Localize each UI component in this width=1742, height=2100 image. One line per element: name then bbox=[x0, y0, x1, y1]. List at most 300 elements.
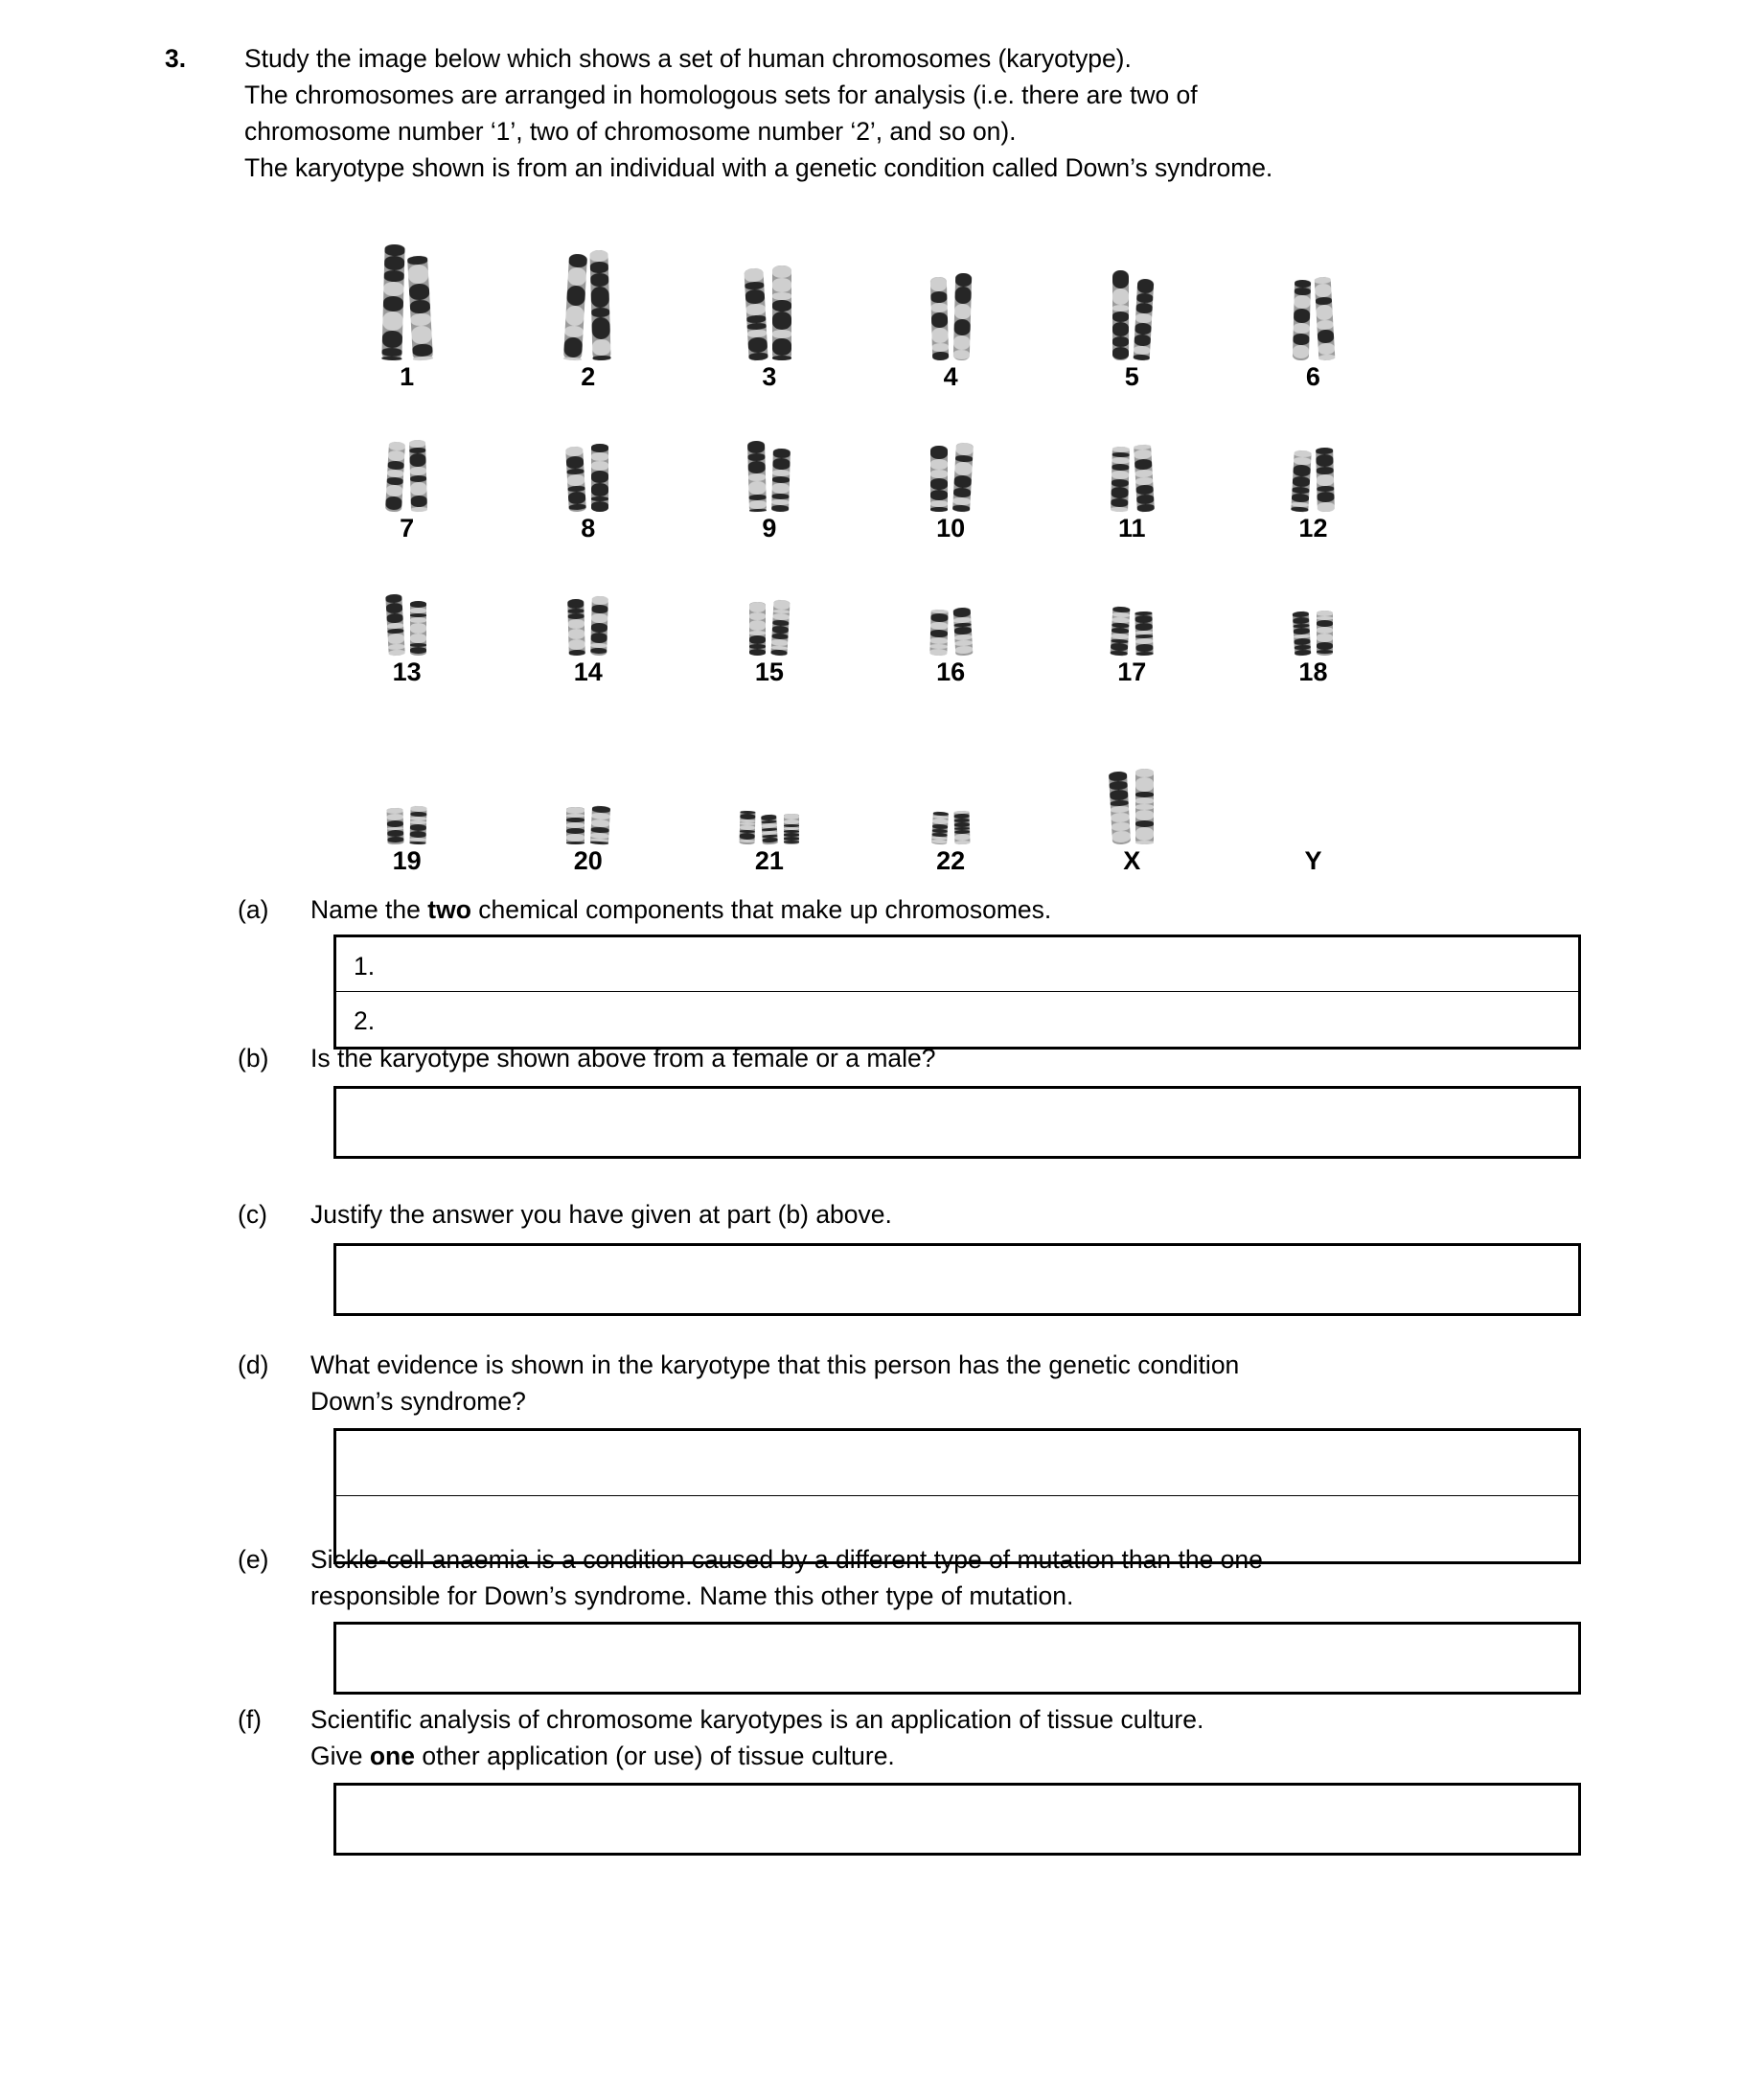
karyotype-row bbox=[316, 698, 1404, 875]
karyotype-pair-Y bbox=[1223, 844, 1404, 875]
chromosome-band bbox=[1135, 484, 1154, 495]
chromosome-band bbox=[1112, 305, 1129, 312]
chromosome-label-2: 2 bbox=[581, 362, 596, 391]
chromosome-band bbox=[408, 264, 429, 284]
part-text-d bbox=[310, 1347, 1675, 1419]
chromosome-band bbox=[1135, 652, 1153, 657]
chromosome-band bbox=[1293, 345, 1309, 358]
chromosome-band bbox=[591, 633, 607, 643]
chromosome-band bbox=[591, 623, 607, 633]
chromosome-band bbox=[1135, 820, 1154, 827]
chromosome-label-7: 7 bbox=[400, 514, 415, 542]
chromosome-group bbox=[566, 250, 609, 360]
chromosome-group bbox=[740, 811, 799, 844]
chromosome bbox=[952, 443, 974, 513]
karyotype-pair-18 bbox=[1223, 611, 1404, 686]
chromosome-band bbox=[1112, 288, 1129, 305]
chromosome-band bbox=[384, 244, 404, 257]
chromosome-band bbox=[773, 449, 791, 458]
chromosome-band bbox=[1317, 650, 1333, 654]
chromosome-band bbox=[1135, 777, 1154, 792]
answer-box-f[interactable] bbox=[333, 1783, 1581, 1856]
chromosome-band bbox=[1112, 830, 1131, 842]
chromosome-group bbox=[749, 600, 789, 656]
chromosome-band bbox=[569, 639, 585, 650]
chromosome bbox=[1110, 607, 1130, 657]
chromosome-group bbox=[1293, 448, 1334, 512]
chromosome-group bbox=[748, 441, 790, 512]
chromosome-band bbox=[930, 459, 948, 470]
chromosome bbox=[761, 815, 778, 845]
chromosome-band bbox=[930, 291, 947, 303]
chromosome-band bbox=[1317, 620, 1333, 627]
answer-box-a[interactable] bbox=[333, 935, 1581, 1050]
chromosome-band bbox=[591, 613, 607, 623]
chromosome-band bbox=[772, 505, 790, 512]
chromosome-band bbox=[749, 612, 766, 620]
chromosome-band bbox=[411, 496, 427, 507]
part-text-line bbox=[310, 1701, 1675, 1738]
answer-field[interactable] bbox=[336, 1089, 1578, 1156]
chromosome-band bbox=[566, 842, 584, 844]
chromosome-band bbox=[410, 842, 426, 844]
chromosome-band bbox=[749, 620, 766, 631]
chromosome-band bbox=[1133, 354, 1149, 360]
chromosome-band bbox=[1293, 465, 1311, 477]
chromosome-band bbox=[410, 482, 426, 496]
chromosome-band bbox=[1109, 772, 1128, 782]
chromosome-group bbox=[383, 244, 430, 360]
chromosome-group bbox=[932, 811, 970, 844]
chromosome-band bbox=[384, 256, 404, 271]
chromosome-band bbox=[593, 356, 611, 361]
chromosome-band bbox=[772, 265, 791, 278]
chromosome bbox=[563, 254, 587, 361]
chromosome-band bbox=[1111, 498, 1128, 507]
chromosome-band bbox=[410, 299, 431, 313]
chromosome bbox=[1111, 447, 1130, 512]
chromosome-band bbox=[1295, 280, 1311, 288]
body-text: Give bbox=[310, 1742, 370, 1770]
chromosome-band bbox=[772, 338, 791, 356]
answer-box-c[interactable] bbox=[333, 1243, 1581, 1316]
answer-field[interactable] bbox=[336, 1246, 1578, 1313]
chromosome-band bbox=[592, 339, 610, 357]
part-text-line bbox=[310, 1347, 1675, 1383]
chromosome-band bbox=[1112, 347, 1129, 359]
chromosome-band bbox=[1136, 503, 1154, 512]
karyotype-pair-7 bbox=[316, 440, 497, 542]
chromosome bbox=[591, 444, 608, 512]
question-block bbox=[165, 40, 1602, 186]
chromosome-band bbox=[411, 325, 432, 344]
chromosome-band bbox=[954, 841, 970, 844]
karyotype-pair-6 bbox=[1223, 277, 1404, 391]
chromosome-band bbox=[772, 300, 791, 312]
chromosome bbox=[772, 449, 791, 512]
chromosome-band bbox=[388, 461, 404, 471]
chromosome-band bbox=[1317, 467, 1334, 474]
chromosome-band bbox=[749, 352, 768, 360]
chromosome-band bbox=[1295, 288, 1311, 295]
chromosome-group bbox=[387, 440, 426, 512]
question-intro-line: The karyotype shown is from an individual with a genetic condition called Down’s syndrome. bbox=[244, 153, 1273, 182]
chromosome-band bbox=[930, 622, 948, 630]
chromosome-band bbox=[1112, 270, 1129, 288]
chromosome-band bbox=[748, 461, 766, 473]
chromosome-label-11: 11 bbox=[1118, 514, 1146, 542]
chromosome-group bbox=[387, 594, 426, 656]
chromosome-band bbox=[931, 328, 948, 343]
chromosome-band bbox=[409, 283, 430, 300]
chromosome-band bbox=[953, 319, 970, 335]
chromosome-band bbox=[413, 356, 433, 360]
chromosome-band bbox=[591, 287, 610, 309]
chromosome-band bbox=[1112, 471, 1129, 479]
chromosome-band bbox=[954, 287, 971, 304]
chromosome-band bbox=[1318, 354, 1335, 360]
karyotype-pair-15 bbox=[678, 600, 860, 686]
chromosome-band bbox=[772, 312, 791, 330]
answer-field-number: 2. bbox=[354, 1006, 376, 1035]
chromosome-group bbox=[568, 596, 607, 656]
chromosome bbox=[1135, 769, 1154, 844]
chromosome-band bbox=[931, 343, 948, 352]
chromosome-band bbox=[1292, 493, 1309, 502]
chromosome-band bbox=[385, 496, 402, 510]
chromosome-label-Y: Y bbox=[1304, 846, 1322, 875]
chromosome-band bbox=[772, 483, 790, 494]
chromosome-band bbox=[566, 807, 584, 814]
chromosome bbox=[930, 446, 948, 512]
karyotype-pair-14 bbox=[497, 596, 678, 686]
chromosome-band bbox=[749, 500, 767, 509]
chromosome-band bbox=[1135, 644, 1153, 652]
body-text: Name the bbox=[310, 895, 428, 924]
chromosome bbox=[1293, 280, 1311, 360]
chromosome-band bbox=[1317, 474, 1334, 486]
chromosome bbox=[952, 273, 972, 360]
chromosome-band bbox=[591, 444, 608, 452]
chromosome-band bbox=[746, 303, 767, 315]
chromosome-band bbox=[387, 837, 403, 842]
chromosome-group bbox=[387, 806, 426, 844]
chromosome-band bbox=[590, 273, 608, 288]
chromosome-band bbox=[930, 478, 948, 490]
part-text-a bbox=[310, 891, 1675, 928]
chromosome bbox=[1135, 612, 1153, 656]
chromosome-group bbox=[1111, 769, 1154, 844]
chromosome-group bbox=[1112, 607, 1153, 656]
chromosome-band bbox=[1295, 649, 1311, 656]
chromosome-group bbox=[1112, 445, 1153, 512]
chromosome-band bbox=[590, 648, 607, 654]
chromosome-label-18: 18 bbox=[1298, 658, 1328, 686]
chromosome-band bbox=[411, 507, 427, 512]
chromosome-band bbox=[566, 456, 584, 470]
chromosome-band bbox=[591, 483, 608, 496]
chromosome bbox=[409, 440, 427, 512]
chromosome-band bbox=[565, 447, 584, 457]
chromosome bbox=[410, 601, 426, 656]
chromosome bbox=[1316, 448, 1335, 512]
body-text: other application (or use) of tissue culture. bbox=[414, 1742, 895, 1770]
chromosome-band bbox=[381, 357, 401, 361]
chromosome-group bbox=[1294, 611, 1333, 656]
chromosome-band bbox=[409, 453, 425, 467]
question-part-a bbox=[238, 891, 1675, 928]
chromosome-band bbox=[930, 312, 947, 328]
chromosome-band bbox=[1111, 812, 1130, 822]
chromosome bbox=[1112, 270, 1129, 360]
chromosome-band bbox=[591, 471, 608, 483]
chromosome-label-21: 21 bbox=[754, 846, 784, 875]
part-text-e bbox=[310, 1541, 1675, 1614]
chromosome-band bbox=[563, 357, 582, 360]
chromosome-band bbox=[1136, 494, 1155, 504]
chromosome bbox=[590, 806, 610, 845]
body-text: responsible for Down’s syndrome. Name this other type of mutation. bbox=[310, 1581, 1074, 1610]
chromosome-band bbox=[739, 840, 754, 842]
karyotype-pair-12 bbox=[1223, 448, 1404, 542]
question-intro-line: Study the image below which shows a set of human chromosomes (karyotype). bbox=[244, 44, 1132, 73]
chromosome-band bbox=[592, 596, 608, 605]
chromosome-band bbox=[565, 325, 584, 337]
chromosome-band bbox=[955, 443, 974, 456]
answer-box-b[interactable] bbox=[333, 1086, 1581, 1159]
chromosome bbox=[745, 268, 768, 361]
chromosome-band bbox=[772, 278, 791, 292]
chromosome bbox=[590, 250, 611, 360]
answer-field[interactable] bbox=[336, 1625, 1578, 1692]
answer-field[interactable] bbox=[336, 1431, 1578, 1496]
chromosome-band bbox=[590, 262, 608, 274]
chromosome-label-15: 15 bbox=[754, 658, 784, 686]
body-text: Justify the answer you have given at part (b) above. bbox=[310, 1200, 892, 1229]
chromosome-band bbox=[566, 286, 585, 307]
chromosome-band bbox=[1294, 323, 1310, 334]
chromosome-band bbox=[929, 277, 946, 291]
chromosome-band bbox=[1135, 841, 1154, 844]
chromosome bbox=[1317, 611, 1333, 656]
chromosome-group bbox=[930, 608, 972, 656]
chromosome-band bbox=[1294, 309, 1310, 323]
chromosome-band bbox=[1135, 797, 1154, 804]
chromosome-band bbox=[772, 292, 791, 300]
chromosome-band bbox=[410, 623, 426, 634]
body-text: chemical components that make up chromosomes. bbox=[470, 895, 1052, 924]
karyotype-row bbox=[316, 552, 1404, 686]
chromosome-band bbox=[952, 504, 970, 512]
part-text-line bbox=[310, 891, 1675, 928]
chromosome-band bbox=[1135, 623, 1152, 631]
karyotype-pair-1 bbox=[316, 244, 497, 391]
chromosome bbox=[772, 265, 791, 360]
chromosome-band bbox=[1136, 293, 1154, 304]
chromosome bbox=[1133, 279, 1154, 361]
chromosome-band bbox=[569, 650, 585, 656]
chromosome-group bbox=[746, 265, 791, 360]
chromosome-band bbox=[1135, 313, 1153, 324]
chromosome-band bbox=[1134, 335, 1151, 347]
chromosome bbox=[565, 447, 586, 513]
chromosome-band bbox=[388, 450, 405, 462]
chromosome-label-9: 9 bbox=[762, 514, 777, 542]
chromosome bbox=[747, 441, 767, 512]
chromosome bbox=[385, 594, 405, 657]
chromosome-band bbox=[1111, 507, 1128, 513]
chromosome-band bbox=[1112, 336, 1129, 347]
chromosome-band bbox=[929, 630, 947, 637]
chromosome-band bbox=[567, 474, 585, 487]
chromosome-band bbox=[1112, 479, 1129, 487]
body-text: Scientific analysis of chromosome karyotypes is an application of tissue culture. bbox=[310, 1705, 1204, 1734]
chromosome-band bbox=[386, 603, 403, 614]
part-text-line bbox=[310, 1196, 1675, 1233]
chromosome-band bbox=[1134, 345, 1150, 355]
chromosome-band bbox=[388, 634, 405, 645]
chromosome bbox=[567, 599, 585, 656]
chromosome-band bbox=[748, 336, 768, 353]
chromosome bbox=[1291, 450, 1312, 513]
chromosome-label-19: 19 bbox=[392, 846, 422, 875]
chromosome-band bbox=[762, 838, 777, 843]
chromosome-band bbox=[773, 600, 791, 611]
part-letter-b: (b) bbox=[238, 1044, 269, 1073]
chromosome-band bbox=[930, 613, 948, 622]
chromosome-band bbox=[1110, 789, 1129, 800]
chromosome-band bbox=[386, 485, 403, 497]
chromosome-band bbox=[1110, 650, 1127, 656]
chromosome-band bbox=[1318, 342, 1335, 355]
chromosome-band bbox=[749, 649, 766, 656]
chromosome-band bbox=[772, 356, 791, 360]
chromosome-band bbox=[930, 500, 948, 507]
chromosome-group bbox=[567, 444, 608, 512]
chromosome-group bbox=[1294, 277, 1333, 360]
part-text-line bbox=[310, 1738, 1675, 1774]
chromosome-band bbox=[412, 343, 433, 357]
chromosome-band bbox=[929, 649, 947, 656]
chromosome-band bbox=[784, 841, 799, 843]
chromosome-band bbox=[749, 635, 766, 644]
question-intro-line: The chromosomes are arranged in homologous sets for analysis (i.e. there are two of bbox=[244, 81, 1198, 109]
karyotype-pair-3 bbox=[678, 265, 860, 391]
karyotype-pair-2 bbox=[497, 250, 678, 391]
karyotype-pair-4 bbox=[860, 273, 1042, 391]
question-part-e bbox=[238, 1541, 1675, 1614]
chromosome-band bbox=[771, 649, 788, 656]
chromosome-band bbox=[953, 335, 970, 350]
chromosome-label-3: 3 bbox=[762, 362, 777, 391]
chromosome-band bbox=[1317, 642, 1333, 650]
chromosome-band bbox=[1112, 312, 1129, 322]
karyotype-pair-9 bbox=[678, 441, 860, 542]
chromosome-band bbox=[566, 834, 584, 842]
emphasis-text: one bbox=[369, 1742, 415, 1770]
chromosome-band bbox=[1317, 627, 1333, 634]
chromosome-label-22: 22 bbox=[936, 846, 966, 875]
chromosome-band bbox=[591, 501, 608, 512]
chromosome-band bbox=[569, 503, 586, 510]
question-number: 3. bbox=[165, 44, 187, 73]
chromosome-band bbox=[389, 442, 405, 451]
chromosome bbox=[381, 244, 404, 361]
chromosome-band bbox=[930, 446, 948, 459]
chromosome bbox=[590, 596, 608, 656]
chromosome-band bbox=[1135, 810, 1154, 820]
chromosome-band bbox=[1317, 492, 1334, 502]
chromosome-label-14: 14 bbox=[573, 658, 603, 686]
chromosome bbox=[929, 277, 948, 360]
chromosome-label-10: 10 bbox=[936, 514, 966, 542]
emphasis-text: two bbox=[427, 895, 471, 924]
chromosome-band bbox=[384, 270, 404, 283]
chromosome-band bbox=[930, 507, 948, 512]
chromosome-band bbox=[410, 467, 426, 475]
body-text: Sickle-cell anaemia is a condition caused by a different type of mutation than the one bbox=[310, 1545, 1263, 1574]
body-text: What evidence is shown in the karyotype that this person has the genetic condition bbox=[310, 1350, 1240, 1379]
chromosome-band bbox=[569, 254, 588, 268]
chromosome bbox=[931, 812, 949, 845]
chromosome bbox=[929, 610, 948, 656]
chromosome-band bbox=[745, 288, 766, 304]
part-letter-e: (e) bbox=[238, 1545, 269, 1574]
chromosome-band bbox=[1135, 827, 1154, 841]
chromosome-band bbox=[1111, 487, 1128, 498]
chromosome-label-13: 13 bbox=[392, 658, 422, 686]
chromosome-band bbox=[772, 330, 791, 338]
chromosome bbox=[1315, 277, 1336, 361]
karyotype-pair-16 bbox=[860, 608, 1042, 686]
chromosome-band bbox=[382, 312, 403, 332]
chromosome bbox=[953, 811, 970, 844]
chromosome-band bbox=[953, 475, 972, 489]
part-letter-d: (d) bbox=[238, 1350, 269, 1379]
chromosome-label-17: 17 bbox=[1117, 658, 1147, 686]
chromosome-band bbox=[590, 841, 608, 844]
chromosome-label-8: 8 bbox=[581, 514, 596, 542]
answer-field[interactable] bbox=[336, 1786, 1578, 1853]
answer-field[interactable] bbox=[336, 937, 1578, 992]
karyotype-pair-10 bbox=[860, 443, 1042, 542]
question-intro-text bbox=[244, 40, 1602, 186]
chromosome-band bbox=[1135, 459, 1153, 471]
chromosome bbox=[407, 255, 433, 360]
chromosome-label-12: 12 bbox=[1298, 514, 1328, 542]
chromosome bbox=[566, 807, 584, 844]
chromosome-band bbox=[773, 458, 791, 470]
karyotype-pair-8 bbox=[497, 444, 678, 542]
chromosome-group bbox=[1112, 270, 1152, 360]
question-intro-line: chromosome number ‘1’, two of chromosome number ‘2’, and so on). bbox=[244, 117, 1017, 146]
chromosome-band bbox=[748, 453, 766, 461]
answer-box-e[interactable] bbox=[333, 1622, 1581, 1695]
karyotype-pair-20 bbox=[497, 806, 678, 875]
chromosome-band bbox=[409, 440, 425, 448]
chromosome bbox=[749, 602, 766, 656]
chromosome bbox=[410, 806, 427, 844]
chromosome-band bbox=[1135, 323, 1152, 335]
chromosome-band bbox=[410, 634, 426, 643]
chromosome-band bbox=[749, 509, 767, 513]
chromosome-band bbox=[383, 296, 403, 312]
chromosome-band bbox=[591, 461, 608, 471]
part-text-line bbox=[310, 1040, 1675, 1076]
answer-field[interactable] bbox=[336, 992, 1578, 1047]
part-text-line bbox=[310, 1541, 1675, 1578]
chromosome-group bbox=[930, 443, 972, 512]
